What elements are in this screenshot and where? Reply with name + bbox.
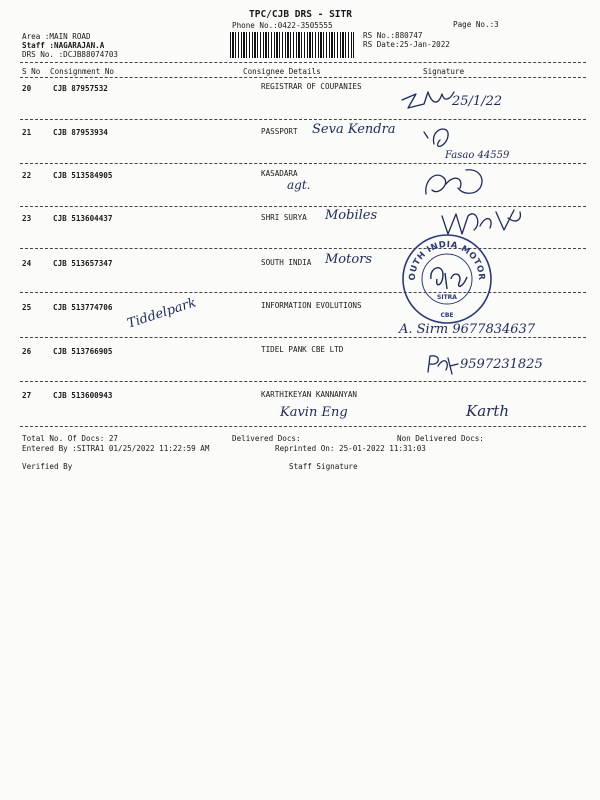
staff-signature: Staff Signature (289, 462, 358, 471)
row-divider (20, 292, 586, 293)
row-consignment: CJB 513584905 (53, 171, 113, 180)
row-consignee: KARTHIKEYAN KANNANYAN (261, 390, 358, 399)
handwritten-note: agt. (287, 178, 311, 192)
staff-name: Staff :NAGARAJAN.A (22, 41, 105, 50)
column-header-consignee: Consignee Details (243, 67, 321, 76)
column-header-signature: Signature (423, 67, 465, 76)
rs-date: RS Date:25-Jan-2022 (363, 40, 450, 49)
column-header-consignment: Consignment No (50, 67, 115, 76)
row-consignment: CJB 513600943 (53, 391, 113, 400)
handwritten-signature: Karth (466, 402, 510, 420)
reprinted-on: Reprinted On: 25-01-2022 11:31:03 (275, 444, 426, 453)
row-sno: 25 (22, 303, 32, 312)
barcode (230, 32, 354, 58)
row-divider (20, 426, 586, 427)
document-title: TPC/CJB DRS - SITR (249, 9, 352, 20)
row-divider (20, 337, 586, 338)
row-consignee: SOUTH INDIA (261, 258, 312, 267)
rs-number: RS No.:880747 (363, 31, 423, 40)
row-sno: 20 (22, 84, 32, 93)
row-sno: 26 (22, 347, 32, 356)
row-consignment: CJB 513657347 (53, 259, 113, 268)
signature-row-22 (420, 164, 492, 200)
handwritten-note: Mobiles (325, 208, 378, 223)
row-divider (20, 248, 586, 249)
delivered-docs: Delivered Docs: (232, 434, 301, 443)
row-divider (20, 381, 586, 382)
handwritten-phone: A. Sirm 9677834637 (399, 322, 536, 337)
row-sno: 27 (22, 391, 32, 400)
row-consignment: CJB 513766905 (53, 347, 113, 356)
handwritten-note: Motors (325, 252, 373, 267)
stamp-bottom-text: CBE (440, 312, 454, 319)
company-stamp (397, 226, 493, 325)
row-divider (20, 119, 586, 120)
phone-number: Phone No.:0422-3505555 (232, 21, 333, 30)
row-consignee: SHRI SURYA (261, 213, 307, 222)
row-consignment: CJB 87953934 (53, 128, 108, 137)
row-consignee: REGISTRAR OF COUPANIES (261, 82, 362, 91)
row-consignment: CJB 87957532 (53, 84, 108, 93)
row-sno: 24 (22, 259, 32, 268)
row-consignee: TIDEL PANK CBE LTD (261, 345, 344, 354)
handwritten-phone: 9597231825 (460, 357, 543, 372)
page-number: Page No.:3 (453, 20, 499, 29)
handwritten-date: 25/1/22 (452, 94, 503, 109)
row-divider (20, 163, 586, 164)
handwritten-note: Fasao 44559 (445, 150, 510, 161)
row-consignment: CJB 513604437 (53, 214, 113, 223)
handwritten-note: Kavin Eng (280, 405, 348, 420)
row-consignee: KASADARA (261, 169, 298, 178)
verified-by: Verified By (22, 462, 73, 471)
drs-number: DRS No. :DCJB88074703 (22, 50, 119, 59)
handwritten-note: Seva Kendra (312, 122, 396, 137)
row-sno: 23 (22, 214, 32, 223)
stamp-ring-text: SOUTH INDIA MOTORS (397, 226, 487, 281)
row-consignee: INFORMATION EVOLUTIONS (261, 301, 362, 310)
column-header-sno: S No (22, 67, 41, 76)
handwritten-note: Tiddelpark (125, 295, 199, 332)
row-sno: 22 (22, 171, 32, 180)
divider (20, 77, 586, 78)
divider (20, 62, 586, 63)
row-consignee: PASSPORT (261, 127, 298, 136)
total-docs: Total No. Of Docs: 27 (22, 434, 119, 443)
non-delivered-docs: Non Delivered Docs: (397, 434, 484, 443)
row-consignment: CJB 513774706 (53, 303, 113, 312)
signature-row-26 (424, 352, 460, 378)
entered-by: Entered By :SITRA1 01/25/2022 11:22:59 AM (22, 444, 210, 453)
area: Area :MAIN ROAD (22, 32, 91, 41)
stamp-center-text: SITRA (437, 294, 457, 301)
row-sno: 21 (22, 128, 32, 137)
